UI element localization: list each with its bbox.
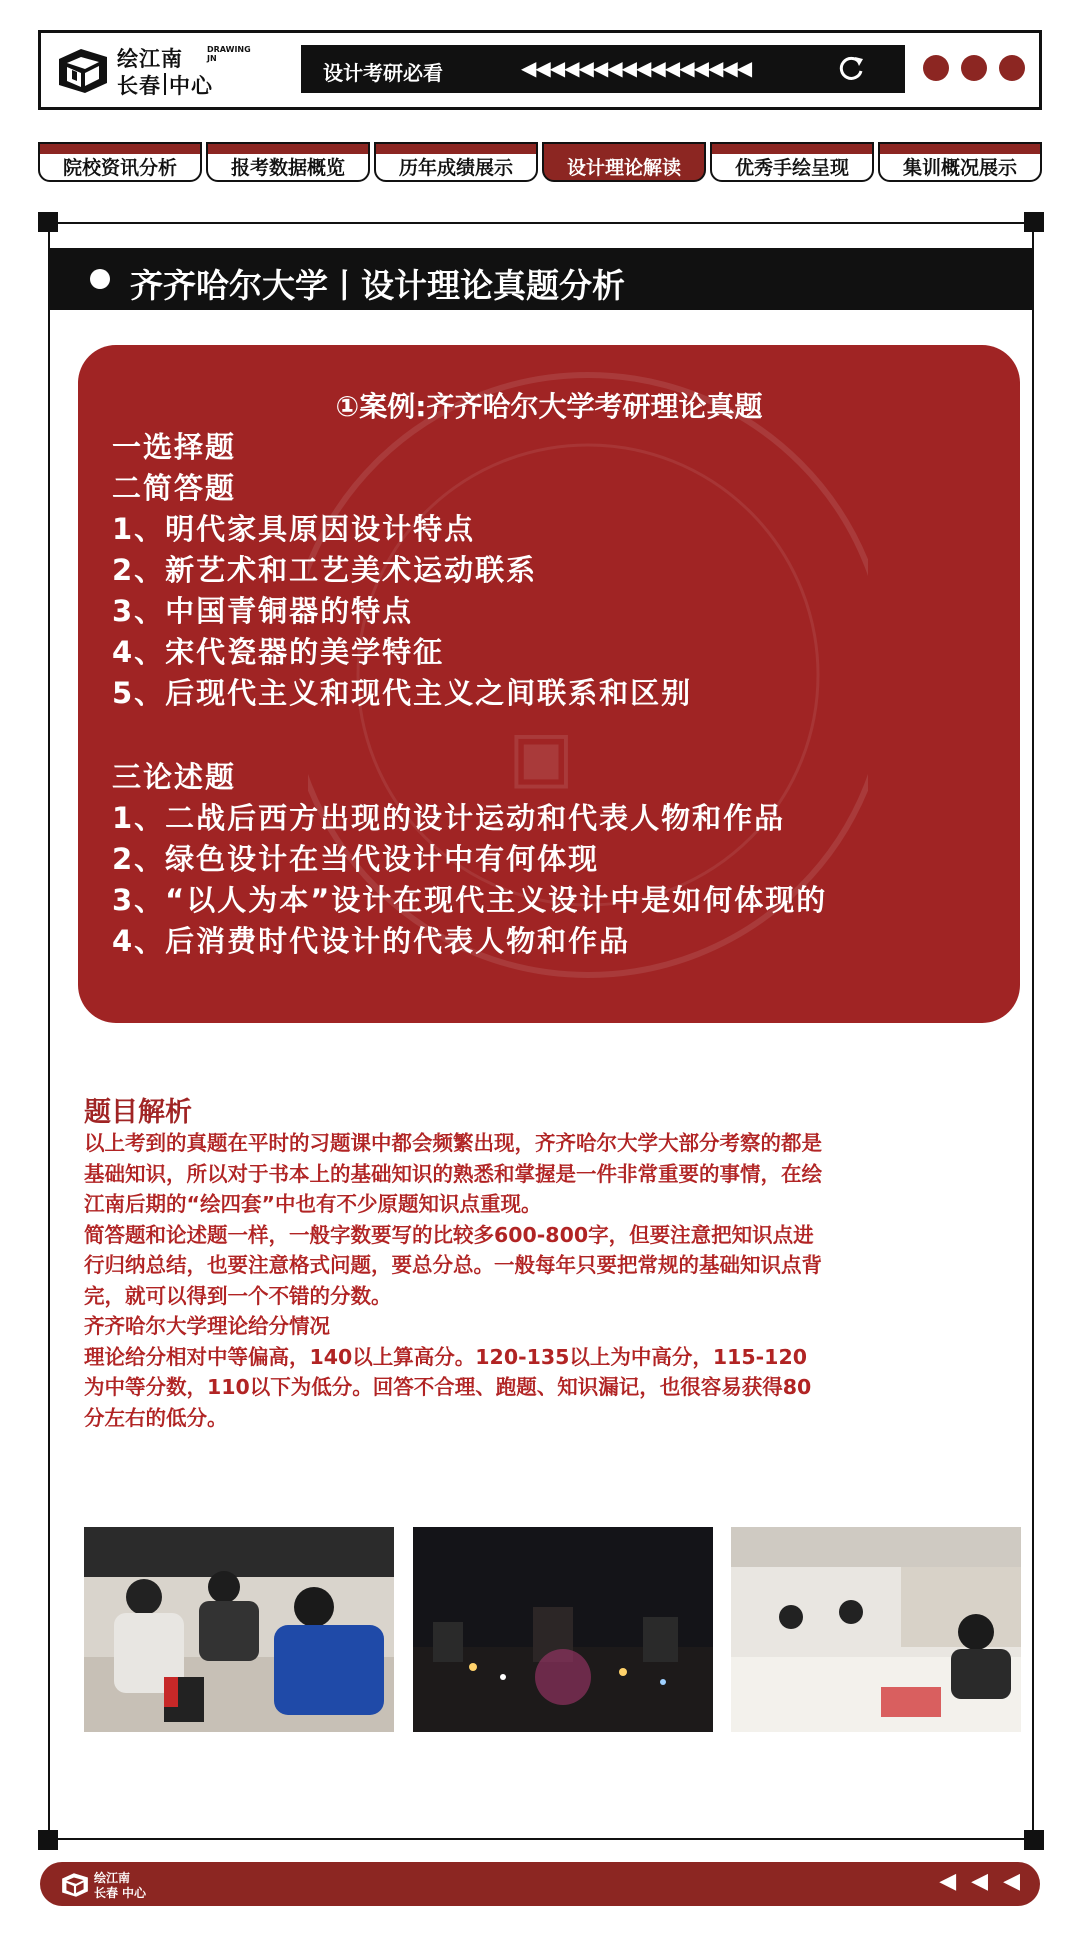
exam-questions-card — [78, 345, 1020, 1023]
studio-photo — [731, 1527, 1021, 1732]
analysis-line: 齐齐哈尔大学理论给分情况 — [84, 1314, 330, 1338]
tab-label: 集训概况展示 — [902, 157, 1017, 179]
analysis-line: 简答题和论述题一样，一般字数要写的比较多600-800字，但要注意把知识点进 — [84, 1222, 814, 1247]
tab-school-news[interactable] — [38, 142, 202, 182]
analysis-line: 完，就可以得到一个不错的分数。 — [84, 1283, 392, 1308]
footer-logo-text-top: 绘江南 — [94, 1871, 131, 1885]
analysis-line: 行归纳总结，也要注意格式问题，要总分总。一般每年只要把常规的基础知识点背 — [84, 1253, 822, 1277]
tab-application-data[interactable] — [206, 142, 370, 182]
analysis-line: 分左右的低分。 — [84, 1405, 228, 1430]
analysis-line: 以上考到的真题在平时的习题课中都会频繁出现，齐齐哈尔大学大部分考察的都是 — [84, 1131, 822, 1155]
slogan-bar — [301, 45, 905, 93]
window-dots — [923, 55, 1033, 83]
section-title: 齐齐哈尔大学丨设计理论真题分析 — [130, 266, 625, 305]
tab-score-history[interactable] — [374, 142, 538, 182]
logo-text-en: DRAWING JN — [207, 45, 251, 63]
logo-text-right: 中心 — [169, 74, 213, 98]
analysis-line: 为中等分数，110以下为低分。回答不合理、跑题、知识漏记，也很容易获得80 — [84, 1375, 812, 1399]
frame-corner — [1024, 1830, 1044, 1850]
analysis-body — [84, 1128, 1014, 1433]
tab-label: 设计理论解读 — [566, 157, 681, 179]
night-city-photo-image — [413, 1527, 713, 1732]
question-item: 3、中国青铜器的特点 — [112, 594, 414, 628]
question-section: 一选择题 — [112, 430, 237, 464]
tab-drawing-showcase[interactable] — [710, 142, 874, 182]
frame-corner — [38, 212, 58, 232]
arrows-left-icon: ◀◀◀◀◀◀◀◀◀◀◀◀◀◀◀◀ — [521, 56, 752, 80]
question-item: 4、后消费时代设计的代表人物和作品 — [112, 924, 631, 958]
logo-divider — [164, 73, 166, 95]
bullet-icon — [90, 269, 110, 289]
analysis-title: 题目解析 — [84, 1097, 192, 1128]
question-section: 三论述题 — [112, 760, 237, 794]
question-item: 1、明代家具原因设计特点 — [112, 512, 476, 546]
brand-logo[interactable] — [55, 43, 250, 99]
tab-bar — [38, 142, 1042, 186]
question-item: 2、新艺术和工艺美术运动联系 — [112, 553, 538, 587]
logo-text-top: 绘江南 — [117, 47, 183, 71]
footer-bar — [40, 1862, 1040, 1906]
top-header — [38, 30, 1042, 110]
dot-icon — [999, 55, 1025, 81]
tab-label: 报考数据概览 — [230, 157, 345, 179]
tab-label: 优秀手绘呈现 — [734, 157, 849, 179]
frame-corner — [38, 1830, 58, 1850]
dot-icon — [961, 55, 987, 81]
classroom-photo-image — [84, 1527, 394, 1732]
tab-label: 历年成绩展示 — [398, 157, 513, 179]
logo-text-left: 长春 — [117, 74, 161, 98]
night-city-photo — [413, 1527, 713, 1732]
studio-photo-image — [731, 1527, 1021, 1732]
question-item: 3、“以人为本”设计在现代主义设计中是如何体现的 — [112, 883, 828, 917]
slogan-text: 设计考研必看 — [323, 61, 443, 85]
watermark-icon: ▣ — [508, 715, 575, 797]
refresh-icon[interactable] — [835, 53, 867, 85]
footer-arrows-icon: ◀ ◀ ◀ — [939, 1869, 1024, 1894]
footer-logo-mark-icon — [60, 1871, 90, 1899]
frame-corner — [1024, 212, 1044, 232]
footer-logo-text-bottom — [94, 1884, 146, 1901]
classroom-photo — [84, 1527, 394, 1732]
section-title-bar — [50, 248, 1032, 310]
card-heading: ①案例:齐齐哈尔大学考研理论真题 — [335, 390, 763, 423]
tab-training-overview[interactable] — [878, 142, 1042, 182]
analysis-line: 基础知识，所以对于书本上的基础知识的熟悉和掌握是一件非常重要的事情，在绘 — [84, 1161, 822, 1186]
question-item: 5、后现代主义和现代主义之间联系和区别 — [112, 676, 693, 710]
analysis-line: 理论给分相对中等偏高，140以上算高分。120-135以上为中高分，115-120 — [84, 1344, 807, 1369]
logo-mark-icon — [55, 45, 111, 97]
question-item: 4、宋代瓷器的美学特征 — [112, 635, 445, 669]
dot-icon — [923, 55, 949, 81]
question-item: 2、绿色设计在当代设计中有何体现 — [112, 842, 600, 876]
question-item: 1、二战后西方出现的设计运动和代表人物和作品 — [112, 801, 786, 835]
analysis-line: 江南后期的“绘四套”中也有不少原题知识点重现。 — [84, 1192, 542, 1216]
tab-design-theory[interactable] — [542, 142, 706, 182]
tab-label: 院校资讯分析 — [62, 157, 177, 179]
footer-logo-text-right: 中心 — [122, 1886, 147, 1900]
footer-logo-text-left: 长春 — [94, 1886, 119, 1900]
question-section: 二简答题 — [112, 471, 237, 505]
footer-logo[interactable] — [60, 1869, 200, 1901]
